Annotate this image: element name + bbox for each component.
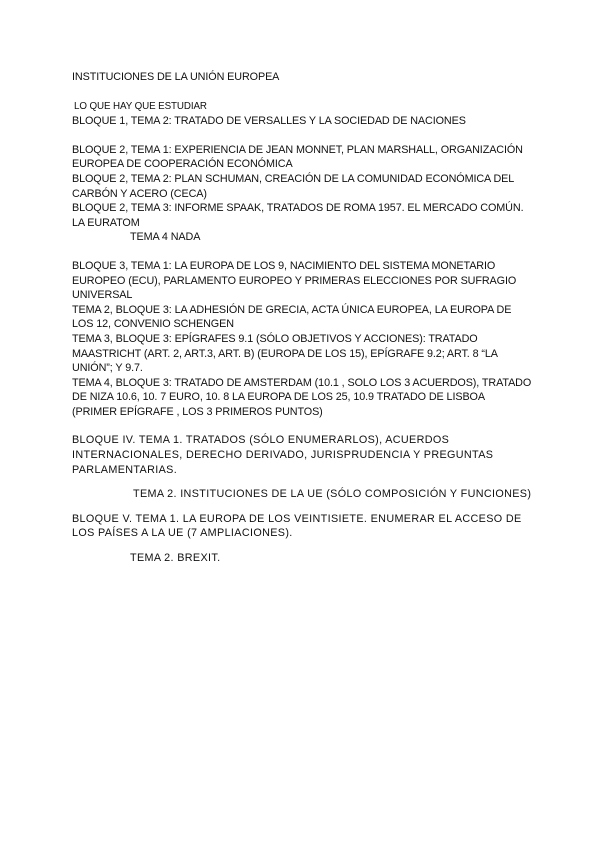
spacer	[72, 502, 532, 512]
bloque-3-tema-4: TEMA 4, BLOQUE 3: TRATADO DE AMSTERDAM (10.1 , SOLO LOS 3 ACUERDOS), TRATADO DE NIZA 10.6, 10. 7 EURO, 10. 8 LA EUROPA DE LOS 25, 10.9 TRATADO DE LISBOA (PRIMER EPÍGRAFE , LOS 3 PRIMEROS PUNTOS)	[72, 376, 532, 418]
document-subtitle: LO QUE HAY QUE ESTUDIAR	[74, 100, 207, 112]
bloque-4-tema-2: TEMA 2. INSTITUCIONES DE LA UE (SÓLO COMPOSICIÓN Y FUNCIONES)	[133, 488, 532, 501]
document-title: INSTITUCIONES DE LA UNIÓN EUROPEA	[72, 71, 280, 83]
spacer	[72, 419, 532, 433]
bloque-3-tema-3: TEMA 3, BLOQUE 3: EPÍGRAFES 9.1 (SÓLO OBJETIVOS Y ACCIONES): TRATADO MAASTRICHT (ART. 2, ART.3, ART. B) (EUROPA DE LOS 15), EPÍGRAFE 9.2; ART. 8 “LA UNIÓN”; Y 9.7.	[72, 332, 498, 375]
spacer	[72, 245, 532, 259]
bloque-2-tema-4: TEMA 4 NADA	[130, 231, 201, 244]
bloque-5-tema-1: BLOQUE V. TEMA 1. LA EUROPA DE LOS VEINTISIETE. ENUMERAR EL ACCESO DE LOS PAÍSES A LA UE (7 AMPLIACIONES).	[72, 512, 522, 540]
bloque-2-tema-2: BLOQUE 2, TEMA 2: PLAN SCHUMAN, CREACIÓN DE LA COMUNIDAD ECONÓMICA DEL CARBÓN Y ACERO (CECA)	[72, 172, 514, 200]
spacer	[72, 129, 532, 143]
bloque-3-tema-1: BLOQUE 3, TEMA 1: LA EUROPA DE LOS 9, NACIMIENTO DEL SISTEMA MONETARIO EUROPEO (ECU), PARLAMENTO EUROPEO Y PRIMERAS ELECCIONES POR SUFRAGIO UNIVERSAL	[72, 259, 517, 302]
bloque-1-tema-2: BLOQUE 1, TEMA 2: TRATADO DE VERSALLES Y LA SOCIEDAD DE NACIONES	[72, 115, 466, 128]
bloque-2-tema-3: BLOQUE 2, TEMA 3: INFORME SPAAK, TRATADOS DE ROMA 1957. EL MERCADO COMÚN. LA EURATOM	[72, 202, 524, 229]
bloque-2-tema-1: BLOQUE 2, TEMA 1: EXPERIENCIA DE JEAN MONNET, PLAN MARSHALL, ORGANIZACIÓN EUROPEA DE COOPERACIÓN ECONÓMICA	[72, 143, 523, 171]
document-page	[72, 70, 532, 566]
bloque-4-tema-1: BLOQUE IV. TEMA 1. TRATADOS (SÓLO ENUMERARLOS), ACUERDOS INTERNACIONALES, DERECHO DERIVADO, JURISPRUDENCIA Y PREGUNTAS PARLAMENTARIAS.	[72, 434, 494, 476]
spacer	[72, 477, 532, 487]
bloque-3-tema-2: TEMA 2, BLOQUE 3: LA ADHESIÓN DE GRECIA, ACTA ÚNICA EUROPEA, LA EUROPA DE LOS 12, CONVENIO SCHENGEN	[72, 303, 512, 331]
spacer	[72, 541, 532, 551]
bloque-5-tema-2: TEMA 2. BREXIT.	[130, 552, 221, 565]
